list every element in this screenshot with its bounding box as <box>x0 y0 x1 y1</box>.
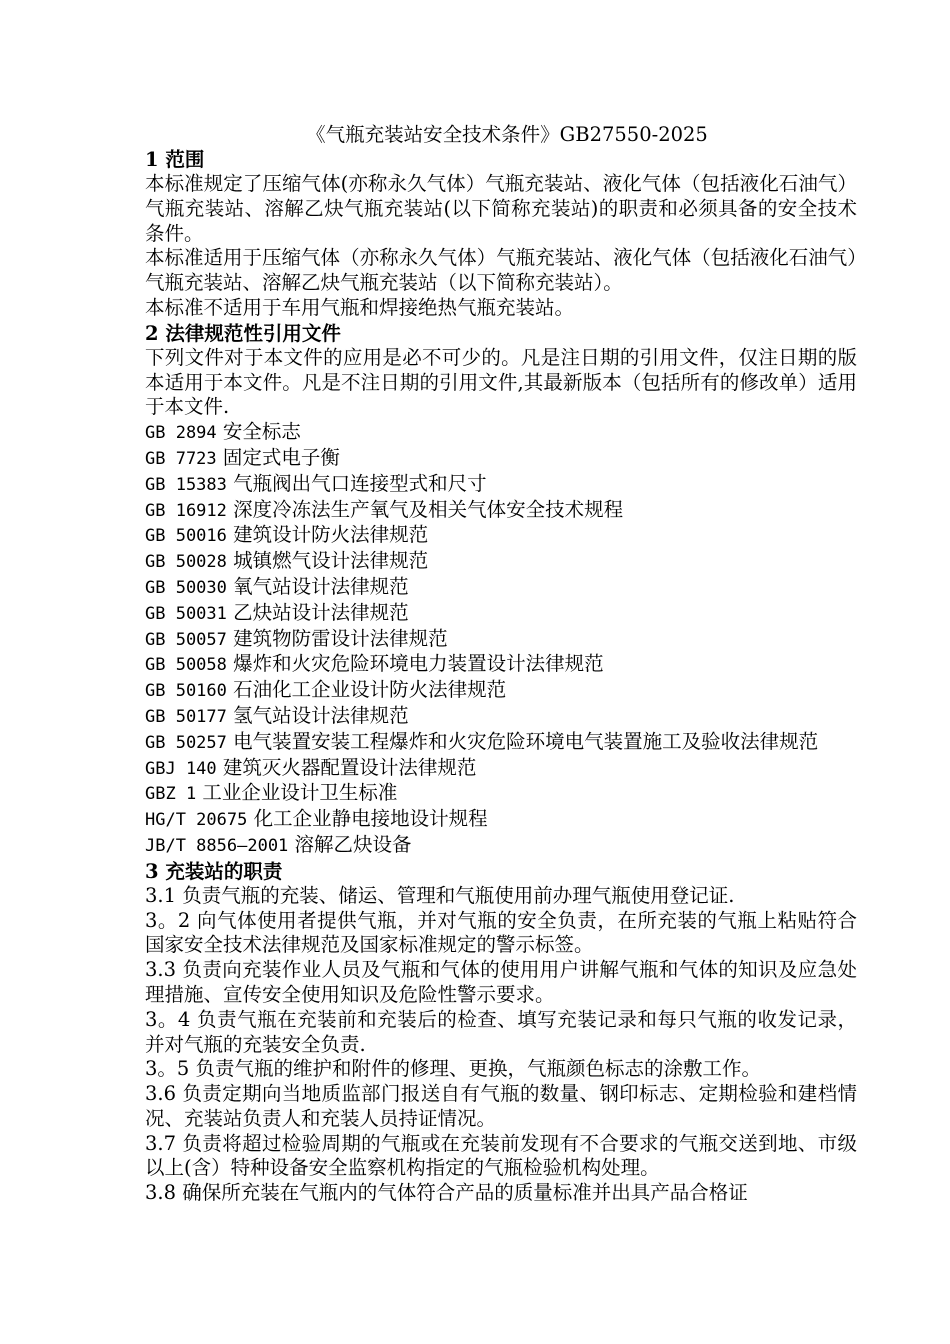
reference-item <box>145 781 857 807</box>
duty-item: 3.7 负责将超过检验周期的气瓶或在充装前发现有不合要求的气瓶交送到地、市级以上(含）特种设备安全监察机构指定的气瓶检验机构处理。 <box>145 1131 857 1180</box>
reference-item <box>145 730 857 756</box>
reference-code: GB 50028 <box>145 552 227 573</box>
reference-name: 气瓶阀出气口连接型式和尺寸 <box>233 471 487 495</box>
scope-paragraph: 本标准规定了压缩气体(亦称永久气体）气瓶充装站、液化气体（包括液化石油气）气瓶充装站、溶解乙炔气瓶充装站(以下简称充装站)的职责和必须具备的安全技术条件。 <box>145 172 857 245</box>
reference-name: 溶解乙炔设备 <box>294 832 412 856</box>
duty-item: 3.6 负责定期向当地质监部门报送自有气瓶的数量、钢印标志、定期检验和建档情况、充装站负责人和充装人员持证情况。 <box>145 1082 857 1130</box>
reference-name: 建筑设计防火法律规范 <box>233 523 429 547</box>
reference-list <box>145 420 857 859</box>
reference-item <box>145 652 857 678</box>
scope-paragraph: 本标准适用于压缩气体（亦称永久气体）气瓶充装站、液化气体（包括液化石油气）气瓶充装站、溶解乙炔气瓶充装站（以下简称充装站）。 <box>145 246 857 295</box>
duty-item: 3.3 负责向充装作业人员及气瓶和气体的使用用户讲解气瓶和气体的知识及应急处理措施、宣传安全使用知识及危险性警示要求。 <box>145 958 857 1006</box>
reference-name: 氧气站设计法律规范 <box>233 574 409 598</box>
reference-item <box>145 601 857 627</box>
reference-code: GB 50016 <box>145 526 227 547</box>
duty-item: 3。2 向气体使用者提供气瓶，并对气瓶的安全负责，在所充装的气瓶上粘贴符合国家安全技术法律规范及国家标准规定的警示标签。 <box>145 908 857 957</box>
reference-name: 石油化工企业设计防火法律规范 <box>233 678 507 702</box>
reference-code: JB/T 8856—2001 <box>145 835 289 856</box>
reference-item <box>145 756 857 782</box>
reference-code: GB 50030 <box>145 577 227 598</box>
reference-item <box>145 575 857 601</box>
reference-item <box>145 678 857 704</box>
section-heading-scope: 1 范围 <box>145 148 205 171</box>
reference-item <box>145 833 857 859</box>
reference-name: 固定式电子衡 <box>222 445 340 469</box>
reference-code: GB 50057 <box>145 629 227 650</box>
reference-name: 工业企业设计卫生标准 <box>202 781 398 805</box>
reference-code: GB 50058 <box>145 655 227 676</box>
reference-code: GB 50031 <box>145 603 227 624</box>
duty-item: 3。5 负责气瓶的维护和附件的修理、更换，气瓶颜色标志的涂敷工作。 <box>145 1057 762 1081</box>
reference-code: GB 7723 <box>145 448 217 469</box>
reference-code: GB 50257 <box>145 732 227 753</box>
reference-name: 建筑物防雷设计法律规范 <box>233 626 448 650</box>
duty-item: 3。4 负责气瓶在充装前和充装后的检查、填写充装记录和每只气瓶的收发记录，并对气瓶的充装安全负责. <box>145 1007 857 1056</box>
document-page <box>145 122 857 1206</box>
document-title: 《气瓶充装站安全技术条件》GB27550-2025 <box>306 123 708 146</box>
reference-item <box>145 549 857 575</box>
reference-item <box>145 498 857 524</box>
reference-code: GB 2894 <box>145 423 217 444</box>
reference-name: 乙炔站设计法律规范 <box>233 600 409 624</box>
reference-name: 氢气站设计法律规范 <box>233 703 409 727</box>
reference-code: GBJ 140 <box>145 758 217 779</box>
reference-code: GB 15383 <box>145 474 227 495</box>
reference-name: 建筑灭火器配置设计法律规范 <box>222 755 477 779</box>
reference-item <box>145 807 857 833</box>
reference-name: 城镇燃气设计法律规范 <box>233 549 429 573</box>
reference-code: GB 50177 <box>145 706 227 727</box>
reference-name: 爆炸和火灾危险环境电力装置设计法律规范 <box>233 652 604 676</box>
reference-name: 安全标志 <box>222 420 301 444</box>
reference-item <box>145 472 857 498</box>
section-heading-duties: 3 充装站的职责 <box>145 859 283 883</box>
reference-item <box>145 523 857 549</box>
duty-item: 3.8 确保所充装在气瓶内的气体符合产品的质量标准并出具产品合格证 <box>145 1181 748 1205</box>
reference-name: 电气装置安装工程爆炸和火灾危险环境电气装置施工及验收法律规范 <box>233 729 819 753</box>
reference-item <box>145 704 857 730</box>
reference-item <box>145 446 857 472</box>
reference-name: 化工企业静电接地设计规程 <box>253 807 488 831</box>
duty-item: 3.1 负责气瓶的充装、储运、管理和气瓶使用前办理气瓶使用登记证. <box>145 883 735 907</box>
section-heading-references: 2 法律规范性引用文件 <box>145 321 341 345</box>
reference-name: 深度冷冻法生产氧气及相关气体安全技术规程 <box>233 497 624 521</box>
reference-item <box>145 420 857 446</box>
reference-code: GBZ 1 <box>145 784 197 805</box>
reference-code: HG/T 20675 <box>145 810 248 831</box>
reference-code: GB 50160 <box>145 681 227 702</box>
references-intro: 下列文件对于本文件的应用是必不可少的。凡是注日期的引用文件，仅注日期的版本适用于本文件。凡是不注日期的引用文件,其最新版本（包括所有的修改单）适用于本文件. <box>145 345 857 419</box>
reference-code: GB 16912 <box>145 500 227 521</box>
scope-paragraph: 本标准不适用于车用气瓶和焊接绝热气瓶充装站。 <box>145 295 575 319</box>
reference-item <box>145 627 857 653</box>
